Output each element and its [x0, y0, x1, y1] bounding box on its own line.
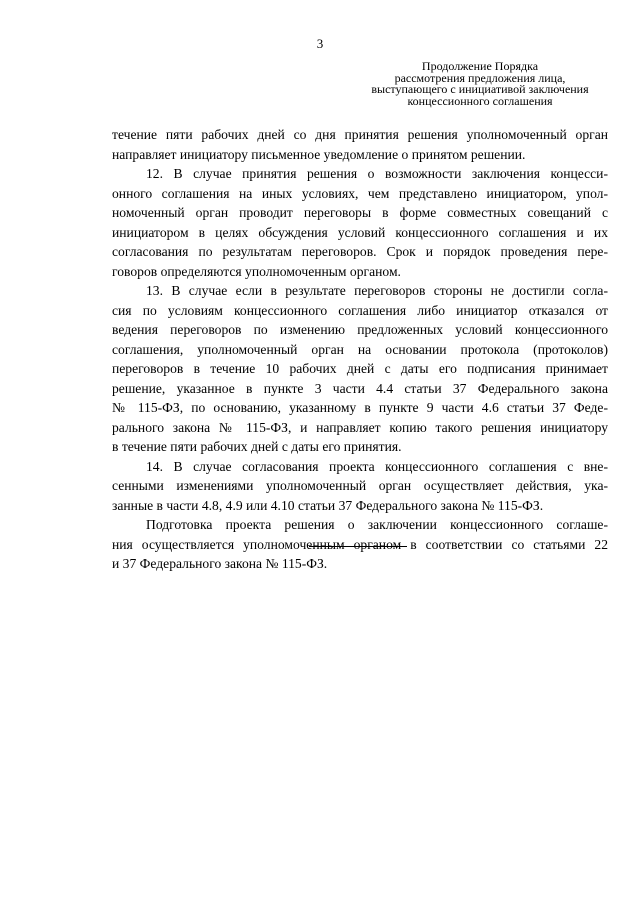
document-body — [112, 125, 608, 574]
text-line: № 115-ФЗ, по основанию, указанному в пункте 9 части 4.6 статьи 37 Феде- — [112, 400, 608, 415]
text-line: переговоров в течение 10 рабочих дней с даты его подписания принимает — [112, 361, 608, 376]
text-line: соглашения, уполномоченный орган на основании протокола (протоколов) — [112, 341, 608, 357]
header-line: Продолжение Порядка — [421, 59, 539, 73]
text-line: и 37 Федерального закона № 115-ФЗ. — [112, 556, 328, 571]
text-line: занные в части 4.8, 4.9 или 4.10 статьи 37 Федерального закона № 115-ФЗ. — [112, 497, 544, 513]
paragraph-item-13 — [112, 281, 608, 457]
paragraph-final — [112, 515, 608, 574]
text-line: согласования по результатам переговоров. Срок и порядок проведения пере- — [112, 244, 608, 259]
page-number: 3 — [316, 36, 324, 51]
text-line: 13. В случае если в результате переговоров стороны не достигли согла- — [146, 283, 608, 298]
paragraph-item-14 — [112, 457, 608, 516]
text-line: онного соглашения на иных условиях, чем представлено инициатором, упол- — [112, 185, 608, 201]
text-line: номоченный орган проводит переговоры в форме совместных совещаний с — [112, 205, 608, 220]
header-line: выступающего с инициативой заключения — [371, 82, 589, 96]
document-header-note — [350, 61, 610, 107]
text-line: сия по условиям концессионного соглашения либо инициатор отказался от — [112, 302, 608, 318]
text-line: ведения переговоров по изменению предложенных условий концессионного — [112, 322, 608, 337]
header-line: концессионного соглашения — [407, 93, 553, 108]
header-line: рассмотрения предложения лица, — [394, 70, 566, 85]
end-separator-line — [309, 546, 407, 547]
text-line: говоров определяются уполномоченным органом. — [112, 263, 401, 279]
text-line: 14. В случае согласования проекта концессионного соглашения с вне- — [146, 458, 608, 474]
text-line: в течение пяти рабочих дней с даты его принятия. — [112, 439, 402, 454]
text-line: направляет инициатору письменное уведомление о принятом решении. — [112, 146, 526, 162]
text-line: 12. В случае принятия решения о возможности заключения концесси- — [146, 166, 608, 181]
text-line: течение пяти рабочих дней со дня принятия решения уполномоченный орган — [112, 127, 608, 142]
text-line: рального закона № 115-ФЗ, и направляет копию такого решения инициатору — [112, 419, 608, 435]
text-line: ния осуществляется уполномоченным органом в соответствии со статьями 22 — [112, 536, 608, 552]
text-line: инициатором в целях обсуждения условий концессионного соглашения и их — [112, 224, 608, 240]
text-line: сенными изменениями уполномоченный орган осуществляет действия, ука- — [112, 478, 608, 493]
paragraph-item-12 — [112, 164, 608, 281]
paragraph-continuation — [112, 125, 608, 164]
text-line: Подготовка проекта решения о заключении концессионного соглаше- — [146, 517, 608, 532]
text-line: решение, указанное в пункте 3 части 4.4 статьи 37 Федерального закона — [112, 380, 608, 396]
